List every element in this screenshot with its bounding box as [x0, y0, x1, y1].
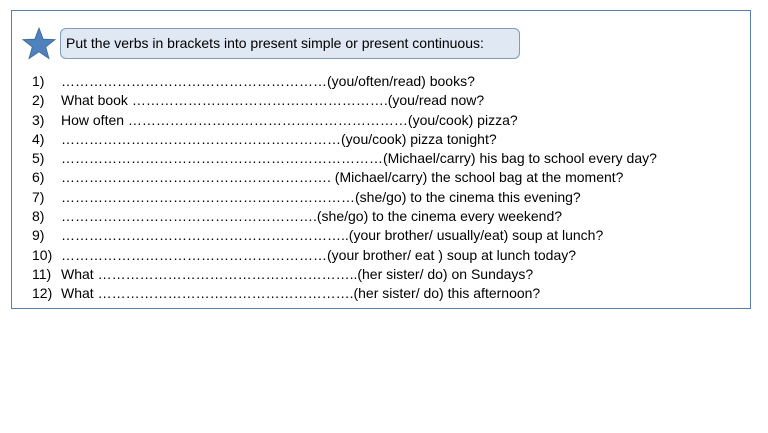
item-text: ………………………………………………………(she/go) to the cinema this evening?	[61, 188, 581, 205]
item-text: ……………………………………………………………(Michael/carry) his bag to school every day?	[61, 150, 657, 167]
instruction-box: Put the verbs in brackets into present simple or present continuous:	[60, 28, 520, 59]
item-text: What ………………………………………………..(her sister/ do) on Sundays?	[61, 265, 534, 282]
item-text: What ……………………………………………….(her sister/ do) this afternoon?	[61, 285, 541, 302]
exercise-list	[32, 72, 657, 304]
star-icon	[22, 27, 56, 61]
item-text: …………………………………………………(you/often/read) books?	[61, 73, 475, 89]
exercise-item	[32, 284, 657, 303]
item-number: 12)	[32, 285, 53, 302]
exercise-item	[32, 246, 657, 265]
item-number: 7)	[32, 188, 45, 205]
exercise-item	[32, 188, 657, 207]
exercise-item	[32, 265, 657, 284]
item-number: 4)	[32, 130, 45, 147]
item-number: 6)	[32, 169, 45, 186]
worksheet-frame	[11, 10, 751, 309]
item-number: 2)	[32, 92, 45, 109]
item-text: How often ……………………………………………………(you/cook) pizza?	[61, 111, 518, 128]
item-number: 9)	[32, 227, 45, 244]
exercise-item	[32, 111, 657, 130]
item-text: What book ……………………………………………….(you/read now?	[61, 92, 485, 109]
exercise-item	[32, 168, 657, 187]
item-text: ……………………………………………….(she/go) to the cinema every weekend?	[61, 208, 563, 225]
item-text: …………………………………………………(your brother/ eat ) soup at lunch today?	[61, 246, 577, 263]
exercise-item	[32, 72, 657, 91]
item-number: 3)	[32, 111, 45, 128]
item-text: …………………………………………………. (Michael/carry) the school bag at the moment?	[61, 169, 624, 186]
exercise-item	[32, 149, 657, 168]
item-number: 8)	[32, 208, 45, 225]
item-text: ……………………………………………………(you/cook) pizza tonight?	[61, 130, 497, 147]
item-text: ……………………………………………………..(your brother/ usually/eat) soup at lunch?	[61, 227, 604, 244]
item-number: 1)	[32, 73, 45, 89]
item-number: 11)	[32, 265, 52, 282]
exercise-item	[32, 130, 657, 149]
item-number: 10)	[32, 246, 53, 263]
exercise-item	[32, 226, 657, 245]
item-number: 5)	[32, 150, 45, 167]
exercise-item	[32, 207, 657, 226]
exercise-item	[32, 91, 657, 110]
